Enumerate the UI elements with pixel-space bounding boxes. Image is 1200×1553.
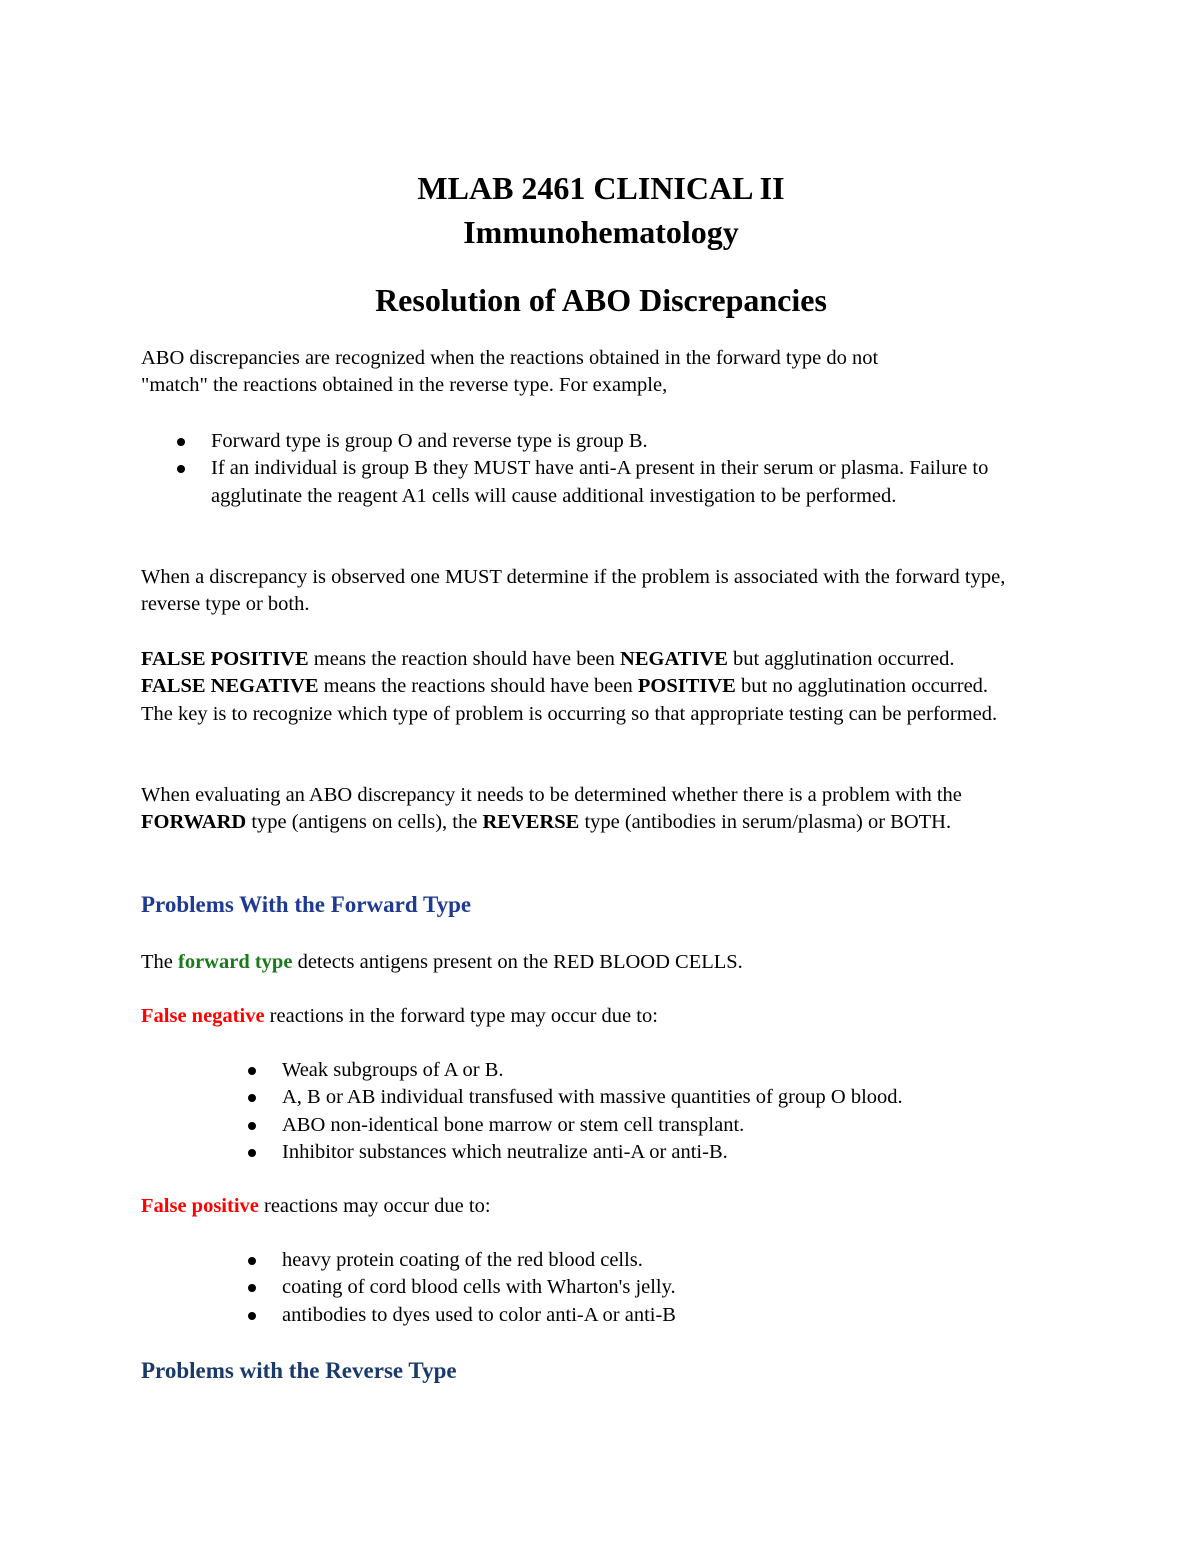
bullet-icon xyxy=(177,465,185,473)
list-item xyxy=(212,1139,1072,1166)
intro-bullet-list xyxy=(141,428,1041,510)
course-title: MLAB 2461 CLINICAL II xyxy=(417,170,785,206)
list-item xyxy=(212,1084,1072,1111)
list-item xyxy=(141,455,1011,510)
bullet-icon xyxy=(248,1067,256,1075)
intro-paragraph xyxy=(141,345,1056,400)
false-negative-intro: False negative reactions in the forward type may occur due to: xyxy=(141,1005,658,1027)
list-item xyxy=(212,1274,1072,1301)
false-positive-term: FALSE POSITIVE xyxy=(141,648,309,670)
false-positive-intro: False positive reactions may occur due to: xyxy=(141,1195,491,1217)
bullet-icon xyxy=(248,1284,256,1292)
evaluation-paragraph: When evaluating an ABO discrepancy it needs to be determined whether there is a problem with the FORWARD type (antigens on cells), the REVERSE type (antibodies in serum/plasma) or BOTH. xyxy=(141,784,962,834)
intro-line-2: "match" the reactions obtained in the reverse type. For example, xyxy=(141,374,668,397)
list-item xyxy=(212,1057,1072,1084)
list-item-text: Inhibitor substances which neutralize anti-A or anti-B. xyxy=(282,1140,728,1163)
list-item xyxy=(141,428,1041,455)
forward-term: FORWARD xyxy=(141,811,247,834)
reverse-term: REVERSE xyxy=(482,811,580,834)
list-item-text: antibodies to dyes used to color anti-A or anti-B xyxy=(282,1303,676,1326)
false-negative-label: False negative xyxy=(141,1005,265,1027)
false-results-paragraph: FALSE POSITIVE means the reaction should have been NEGATIVE but agglutination occurred. FALSE NEGATIVE means the reactions should have been POSITIVE but no agglutination occurred. The key is to recognize which type of problem is occurring so that appropriate testing can be performed. xyxy=(141,648,998,725)
list-item-text: ABO non-identical bone marrow or stem cell transplant. xyxy=(282,1113,745,1136)
false-positive-bullet-list xyxy=(212,1247,1072,1329)
positive-term: POSITIVE xyxy=(637,675,736,698)
list-item xyxy=(212,1247,1072,1274)
document-title: Resolution of ABO Discrepancies xyxy=(375,282,827,318)
intro-line-1: ABO discrepancies are recognized when the reactions obtained in the forward type do not xyxy=(141,347,879,369)
course-subtitle: Immunohematology xyxy=(463,214,739,250)
bullet-icon xyxy=(248,1149,256,1157)
list-item-text: coating of cord blood cells with Wharton's jelly. xyxy=(282,1276,676,1299)
bullet-icon xyxy=(248,1094,256,1102)
bullet-icon xyxy=(177,438,185,446)
false-positive-label: False positive xyxy=(141,1195,259,1217)
list-item xyxy=(212,1112,1072,1139)
forward-type-heading: Problems With the Forward Type xyxy=(141,892,472,917)
false-negative-bullet-list xyxy=(212,1057,1072,1166)
bullet-icon xyxy=(248,1122,256,1130)
list-item-text: heavy protein coating of the red blood cells. xyxy=(282,1249,643,1271)
reverse-type-heading: Problems with the Reverse Type xyxy=(141,1358,457,1383)
list-item-text: If an individual is group B they MUST have anti-A present in their serum or plasma. Failure to agglutinate the reagent A1 cells will cause additional investigation to be performed. xyxy=(211,457,989,507)
list-item xyxy=(212,1302,1072,1329)
list-item-text: Weak subgroups of A or B. xyxy=(282,1059,504,1081)
false-negative-term: FALSE NEGATIVE xyxy=(141,675,319,698)
negative-term: NEGATIVE xyxy=(620,648,728,670)
discrepancy-paragraph: When a discrepancy is observed one MUST determine if the problem is associated with the forward type, reverse type or both. xyxy=(141,566,1006,616)
list-item-text: A, B or AB individual transfused with massive quantities of group O blood. xyxy=(282,1086,903,1109)
forward-type-definition: The forward type detects antigens present on the RED BLOOD CELLS. xyxy=(141,951,743,973)
forward-type-term: forward type xyxy=(178,951,293,973)
bullet-icon xyxy=(248,1312,256,1320)
list-item-text: Forward type is group O and reverse type is group B. xyxy=(211,430,648,452)
bullet-icon xyxy=(248,1257,256,1265)
